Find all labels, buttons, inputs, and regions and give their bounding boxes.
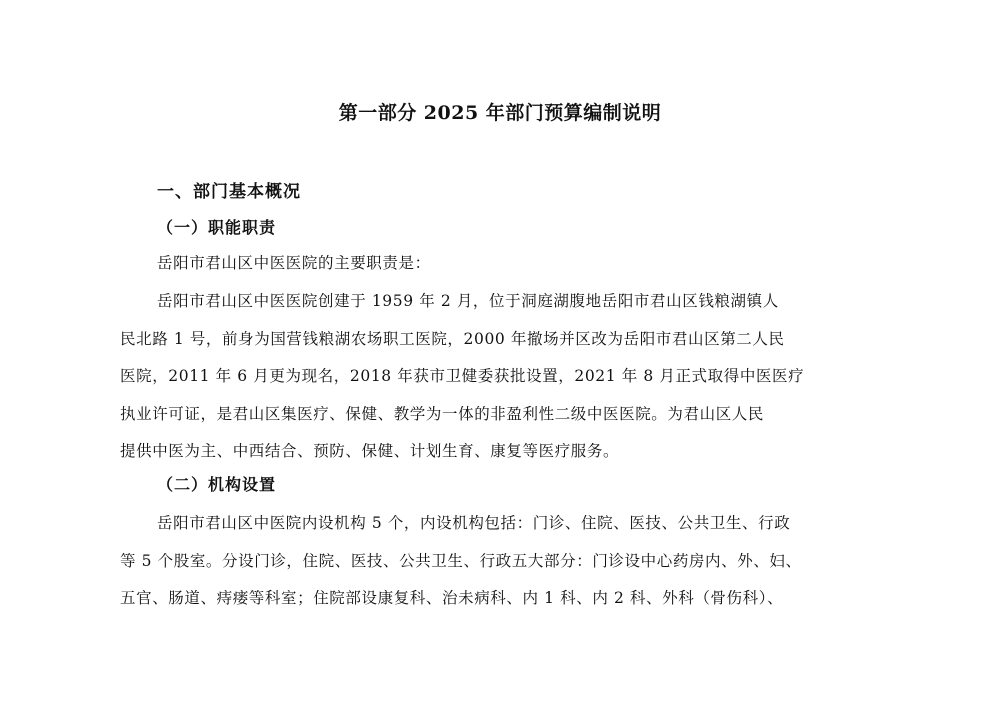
paragraph-line: 岳阳市君山区中医院内设机构 5 个，内设机构包括：门诊、住院、医技、公共卫生、行政 <box>157 514 791 532</box>
paragraph-line: 岳阳市君山区中医医院的主要职责是： <box>157 254 431 272</box>
paragraph-line: 执业许可证，是君山区集医疗、保健、教学为一体的非盈利性二级中医医院。为君山区人民 <box>120 404 765 423</box>
intro-paragraph <box>120 245 890 283</box>
section-heading-basic-overview: 一、部门基本概况 <box>157 182 301 202</box>
paragraph-line: 提供中医为主、中西结合、预防、保健、计划生育、康复等医疗服务。 <box>120 442 620 460</box>
paragraph-line: 等 5 个股室。分设门诊，住院、医技、公共卫生、行政五大部分：门诊设中心药房内、外、妇、 <box>120 551 802 570</box>
subsection-heading-duties: （一）职能职责 <box>157 218 277 237</box>
history-paragraph <box>120 283 890 471</box>
subsection-heading-organization: （二）机构设置 <box>157 475 277 494</box>
paragraph-line: 医院，2011 年 6 月更为现名，2018 年获市卫健委获批设置，2021 年 8 月正式取得中医医疗 <box>120 367 805 385</box>
paragraph-line: 五官、肠道、痔瘘等科室；住院部设康复科、治未病科、内 1 科、内 2 科、外科（骨伤科）、 <box>120 589 784 607</box>
organization-paragraph <box>120 505 890 618</box>
document-title: 第一部分 2025 年部门预算编制说明 <box>338 102 662 124</box>
paragraph-line: 民北路 1 号，前身为国营钱粮湖农场职工医院，2000 年撤场并区改为岳阳市君山区第二人民 <box>120 329 785 348</box>
paragraph-line: 岳阳市君山区中医医院创建于 1959 年 2 月，位于洞庭湖腹地岳阳市君山区钱粮湖镇人 <box>157 292 779 310</box>
